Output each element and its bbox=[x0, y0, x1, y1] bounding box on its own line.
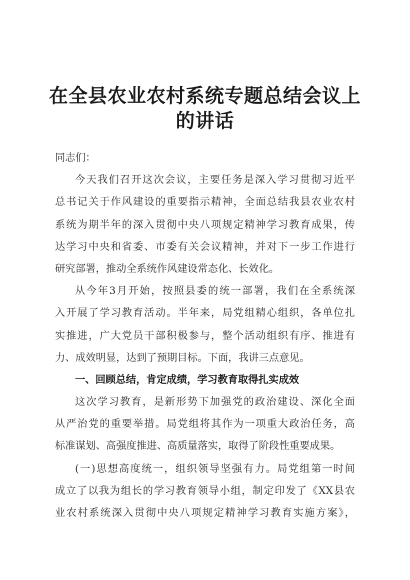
body-text-line: 成立了以我为组长的学习教育领导小组，制定印发了《XX县农 bbox=[55, 485, 355, 497]
body-text-line: 达学习中央和省委、市委有关会议精神，并对下一步工作进行 bbox=[55, 241, 355, 253]
body-text-line: 总书记关于作风建设的重要指示精神，全面总结我县农业农村 bbox=[55, 197, 355, 209]
section-heading: 一、回顾总结，肯定成绩，学习教育取得扎实成效 bbox=[75, 374, 300, 386]
body-text-line: 业农村系统深入贯彻中央八项规定精神学习教育实施方案》， bbox=[55, 508, 355, 519]
document-title-line-1: 在全县农业农村系统专题总结会议上 bbox=[48, 85, 361, 107]
body-text-line: 系统为期半年的深入贯彻中央八项规定精神学习教育成果，传 bbox=[55, 219, 355, 231]
body-text-line: 入开展了学习教育活动。半年来，局党组精心组织，各单位扎 bbox=[55, 308, 355, 320]
body-text-line: 实推进，广大党员干部积极参与，整个活动组织有序、推进有 bbox=[55, 330, 355, 342]
body-text-line: (一)思想高度统一，组织领导坚强有力。局党组第一时间 bbox=[75, 463, 355, 475]
body-text-line: 从今年3月开始，按照县委的统一部署，我们在全系统深 bbox=[75, 286, 355, 298]
body-text-line: 力、成效明显，达到了预期目标。下面，我讲三点意见。 bbox=[55, 352, 310, 364]
body-text-line: 研究部署，推动全系统作风建设常态化、长效化。 bbox=[55, 263, 280, 275]
body-text-line: 这次学习教育，是新形势下加强党的政治建设、深化全面 bbox=[75, 397, 355, 409]
document-body bbox=[55, 148, 355, 525]
body-text-line: 从严治党的重要举措。局党组将其作为一项重大政治任务，高 bbox=[55, 419, 355, 431]
body-text-line: 今天我们召开这次会议，主要任务是深入学习贯彻习近平 bbox=[75, 175, 355, 187]
body-text-line: 同志们： bbox=[55, 153, 96, 164]
document-title-line-2: 的讲话 bbox=[175, 110, 235, 132]
body-text-line: 标准谋划、高强度推进、高质量落实，取得了阶段性重要成果。 bbox=[55, 441, 341, 453]
